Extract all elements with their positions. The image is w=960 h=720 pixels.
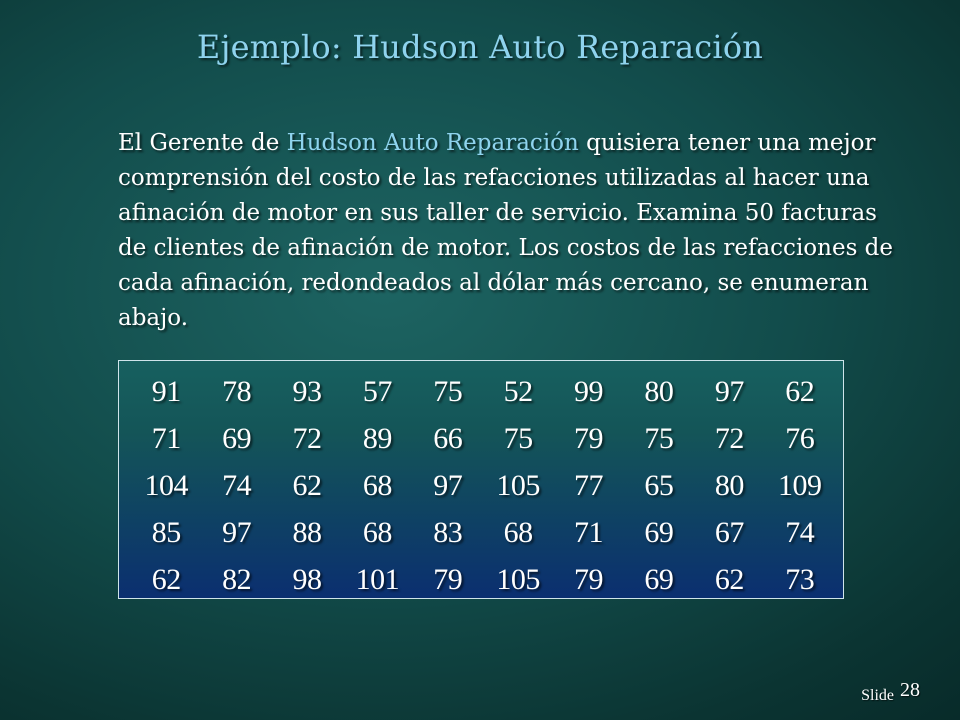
table-cell: 72: [292, 421, 322, 455]
table-cell: 104: [144, 468, 188, 502]
table-cell: 57: [362, 374, 392, 408]
table-cell: 88: [292, 515, 322, 549]
table-cell: 105: [496, 468, 540, 502]
table-cell: 72: [714, 421, 744, 455]
table-cell: 62: [785, 374, 815, 408]
table-cell: 89: [362, 421, 392, 455]
slide-title: Ejemplo: Hudson Auto Reparación: [196, 28, 764, 66]
table-cell: 69: [644, 562, 674, 596]
table-cell: 69: [222, 421, 252, 455]
table-cell: 82: [222, 562, 252, 596]
paragraph-text-rest: quisiera tener una mejor comprensión del costo de las refacciones utilizadas al hacer una afinación de motor en sus taller de servicio. Examina 50 facturas de clientes de afinación de motor. Los costos de las refacciones de cada afinación, redondeados al dólar más cercano, se enumeran abajo.: [118, 130, 894, 331]
table-row: [119, 509, 843, 556]
table-cell: 71: [151, 421, 181, 455]
table-cell: 62: [151, 562, 181, 596]
table-cell: 79: [574, 562, 604, 596]
table-cell: 71: [574, 515, 604, 549]
table-cell: 68: [362, 468, 392, 502]
slide-number: 28: [900, 679, 920, 701]
table-cell: 83: [433, 515, 463, 549]
table-row: [119, 556, 843, 603]
table-cell: 68: [362, 515, 392, 549]
table-cell: 52: [503, 374, 533, 408]
table-cell: 69: [644, 515, 674, 549]
table-cell: 75: [433, 374, 463, 408]
table-cell: 75: [503, 421, 533, 455]
slide-label: Slide: [861, 687, 894, 704]
cost-data-table: [118, 360, 844, 599]
description-paragraph: [118, 126, 898, 336]
table-cell: 85: [151, 515, 181, 549]
table-cell: 91: [151, 374, 181, 408]
table-cell: 78: [222, 374, 252, 408]
table-row: [119, 368, 843, 415]
table-row: [119, 415, 843, 462]
table-cell: 79: [574, 421, 604, 455]
table-cell: 68: [503, 515, 533, 549]
table-cell: 62: [714, 562, 744, 596]
table-cell: 93: [292, 374, 322, 408]
table-cell: 97: [433, 468, 463, 502]
table-cell: 62: [292, 468, 322, 502]
table-cell: 74: [785, 515, 815, 549]
table-cell: 65: [644, 468, 674, 502]
table-cell: 77: [574, 468, 604, 502]
table-cell: 75: [644, 421, 674, 455]
table-cell: 101: [355, 562, 400, 596]
table-cell: 99: [574, 374, 604, 408]
company-name-highlight: Hudson Auto Reparación: [286, 130, 579, 156]
table-cell: 109: [777, 468, 822, 502]
table-cell: 74: [222, 468, 252, 502]
table-cell: 97: [714, 374, 744, 408]
table-cell: 98: [292, 562, 322, 596]
table-cell: 73: [785, 562, 815, 596]
table-cell: 67: [714, 515, 744, 549]
paragraph-text-start: El Gerente de: [118, 130, 287, 156]
table-cell: 80: [714, 468, 744, 502]
slide-footer: [861, 679, 920, 706]
table-row: [119, 462, 843, 509]
table-cell: 105: [496, 562, 540, 596]
table-cell: 79: [433, 562, 463, 596]
table-cell: 97: [222, 515, 252, 549]
table-cell: 80: [644, 374, 674, 408]
table-cell: 66: [433, 421, 463, 455]
table-cell: 76: [785, 421, 815, 455]
